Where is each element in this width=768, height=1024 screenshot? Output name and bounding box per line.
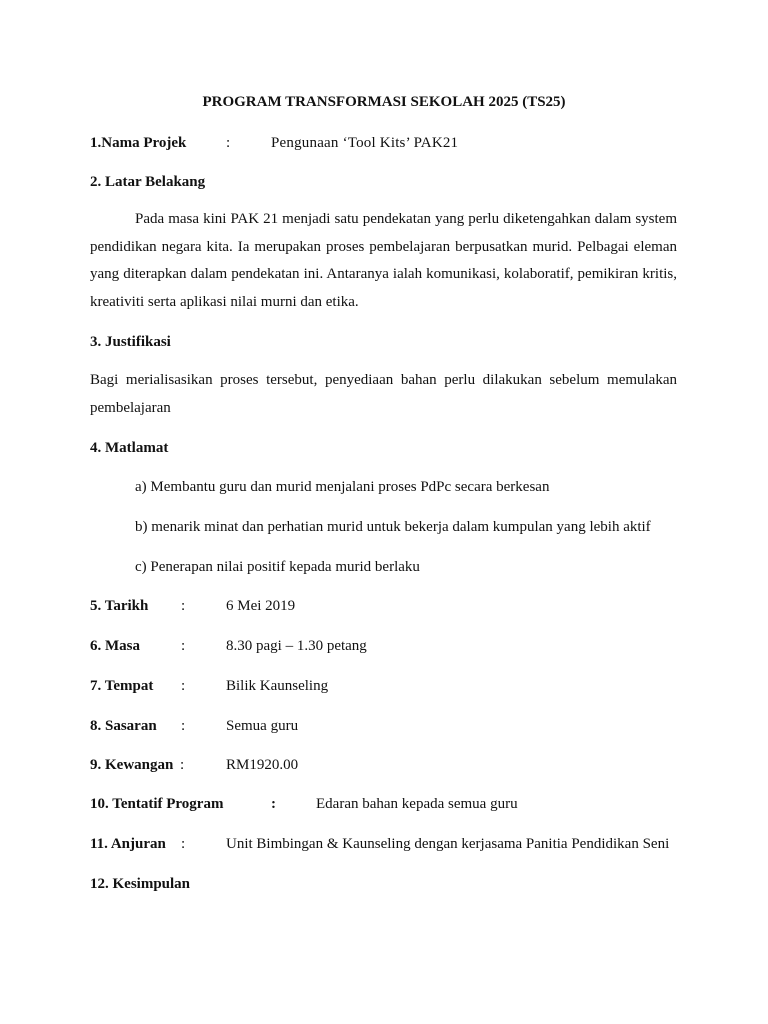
background-paragraph: Pada masa kini PAK 21 menjadi satu pendekatan yang perlu diketengahkan dalam system pendidikan negara kita. Ia merupakan proses pembelajaran berpusatkan murid. Pelbagai eleman yang diterapkan dalam pendekatan ini. Antaranya ialah komunikasi, kolaboratif, pemikiran kritis, kreativiti serta aplikasi nilai murni dan etika. bbox=[90, 211, 677, 310]
background-heading: 2. Latar Belakang bbox=[90, 174, 206, 190]
project-name-colon: : bbox=[226, 135, 231, 151]
date-colon: : bbox=[181, 598, 186, 614]
justification-paragraph: Bagi merialisasikan proses tersebut, penyediaan bahan perlu dilakukan sebelum memulakan pembelajaran bbox=[90, 372, 677, 416]
time-label: 6. Masa bbox=[90, 638, 140, 654]
date-label: 5. Tarikh bbox=[90, 598, 149, 614]
target-colon: : bbox=[181, 718, 186, 734]
objective-item-b: b) menarik minat dan perhatian murid untuk bekerja dalam kumpulan yang lebih aktif bbox=[135, 519, 651, 535]
document-title: PROGRAM TRANSFORMASI SEKOLAH 2025 (TS25) bbox=[202, 94, 566, 110]
target-label: 8. Sasaran bbox=[90, 718, 157, 734]
objective-item-a: a) Membantu guru dan murid menjalani proses PdPc secara berkesan bbox=[135, 479, 550, 495]
finance-label: 9. Kewangan bbox=[90, 757, 174, 773]
organizer-label: 11. Anjuran bbox=[90, 836, 166, 852]
schedule-colon: : bbox=[271, 796, 276, 812]
schedule-value: Edaran bahan kepada semua guru bbox=[316, 796, 518, 812]
conclusion-heading: 12. Kesimpulan bbox=[90, 876, 191, 892]
project-name-value: Pengunaan ‘Tool Kits’ PAK21 bbox=[271, 135, 459, 151]
objective-item-c: c) Penerapan nilai positif kepada murid berlaku bbox=[135, 559, 420, 575]
organizer-value: Unit Bimbingan & Kaunseling dengan kerjasama Panitia Pendidikan Seni bbox=[226, 836, 670, 852]
organizer-colon: : bbox=[181, 836, 186, 852]
schedule-label: 10. Tentatif Program bbox=[90, 796, 224, 812]
time-colon: : bbox=[181, 638, 186, 654]
venue-colon: : bbox=[181, 678, 186, 694]
target-value: Semua guru bbox=[226, 718, 299, 734]
finance-colon: : bbox=[180, 757, 185, 773]
project-name-label: 1.Nama Projek bbox=[90, 135, 187, 151]
venue-value: Bilik Kaunseling bbox=[226, 678, 329, 694]
time-value: 8.30 pagi – 1.30 petang bbox=[226, 638, 367, 654]
objectives-heading: 4. Matlamat bbox=[90, 440, 169, 456]
finance-value: RM1920.00 bbox=[226, 757, 299, 773]
date-value: 6 Mei 2019 bbox=[226, 598, 296, 614]
venue-label: 7. Tempat bbox=[90, 678, 154, 694]
justification-heading: 3. Justifikasi bbox=[90, 334, 171, 350]
